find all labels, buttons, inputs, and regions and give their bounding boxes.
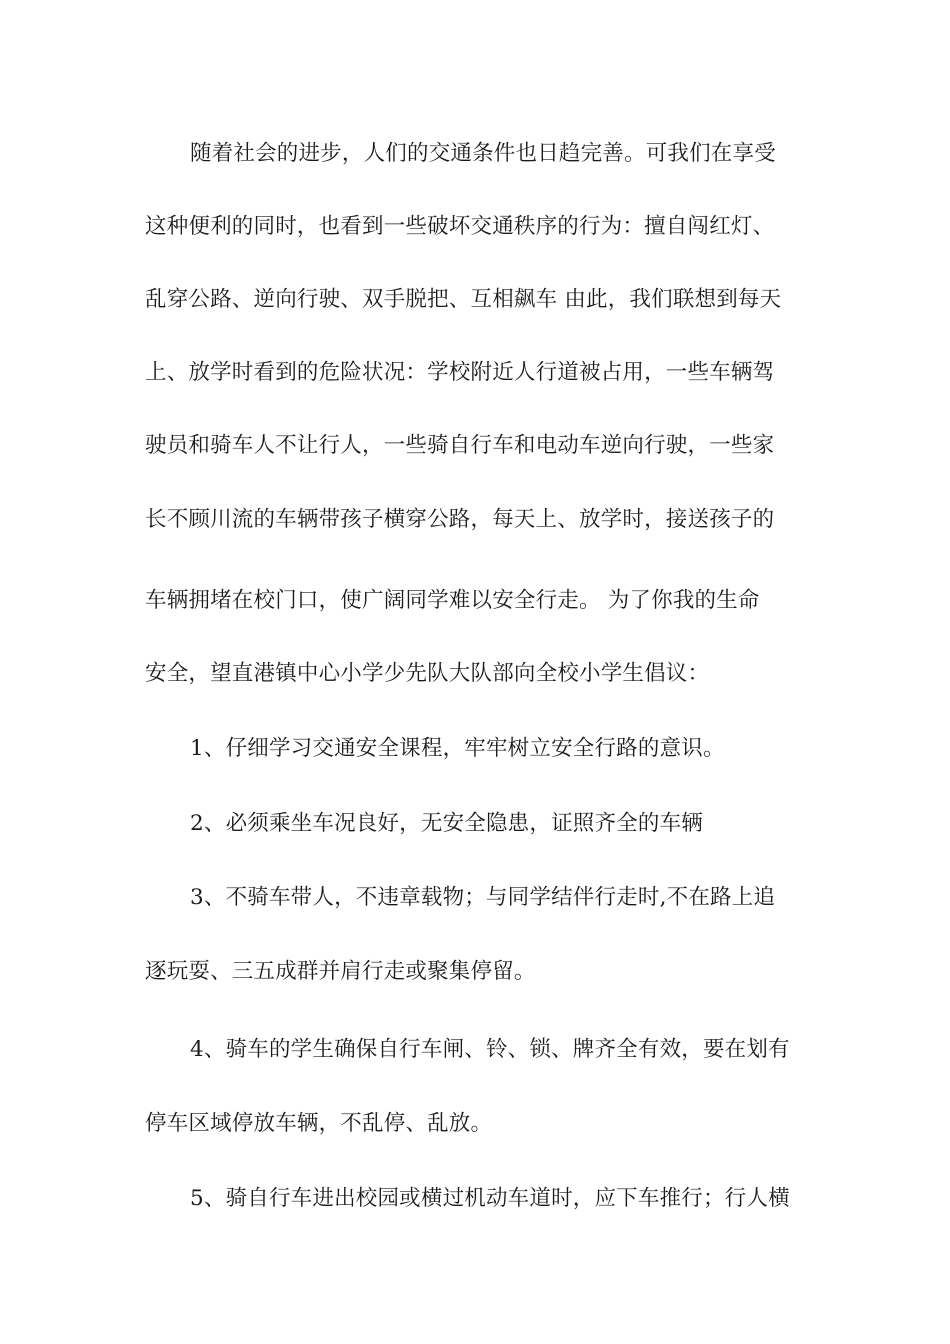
paragraph-line: 安全，望直港镇中心小学少先队大队部向全校小学生倡议： bbox=[145, 661, 710, 686]
paragraph-line: 停车区域停放车辆，不乱停、乱放。 bbox=[145, 1111, 493, 1136]
paragraph-line: 上、放学时看到的危险状况：学校附近人行道被占用，一些车辆驾 bbox=[145, 360, 775, 385]
paragraph-line: 逐玩耍、三五成群并肩行走或聚集停留。 bbox=[145, 959, 536, 984]
paragraph-line: 车辆拥堵在校门口，使广阔同学难以安全行走。 为了你我的生命 bbox=[145, 588, 760, 613]
list-item: 2、必须乘坐车况良好，无安全隐患，证照齐全的车辆 bbox=[190, 811, 703, 836]
list-item: 5、骑自行车进出校园或横过机动车道时，应下车推行；行人横 bbox=[190, 1186, 790, 1211]
paragraph-line: 乱穿公路、逆向行驶、双手脱把、互相飙车 由此，我们联想到每天 bbox=[145, 287, 782, 312]
paragraph-line: 长不顾川流的车辆带孩子横穿公路，每天上、放学时，接送孩子的 bbox=[145, 507, 775, 532]
list-item: 3、不骑车带人，不违章载物；与同学结伴行走时,不在路上追 bbox=[190, 885, 776, 910]
paragraph-line: 这种便利的同时，也看到一些破坏交通秩序的行为：擅自闯红灯、 bbox=[145, 214, 775, 239]
list-item: 4、骑车的学生确保自行车闸、铃、锁、牌齐全有效，要在划有 bbox=[190, 1037, 790, 1062]
list-item: 1、仔细学习交通安全课程，牢牢树立安全行路的意识。 bbox=[190, 736, 725, 761]
paragraph-line: 随着社会的进步，人们的交通条件也日趋完善。可我们在享受 bbox=[190, 141, 776, 166]
paragraph-line: 驶员和骑车人不让行人，一些骑自行车和电动车逆向行驶，一些家 bbox=[145, 433, 775, 458]
